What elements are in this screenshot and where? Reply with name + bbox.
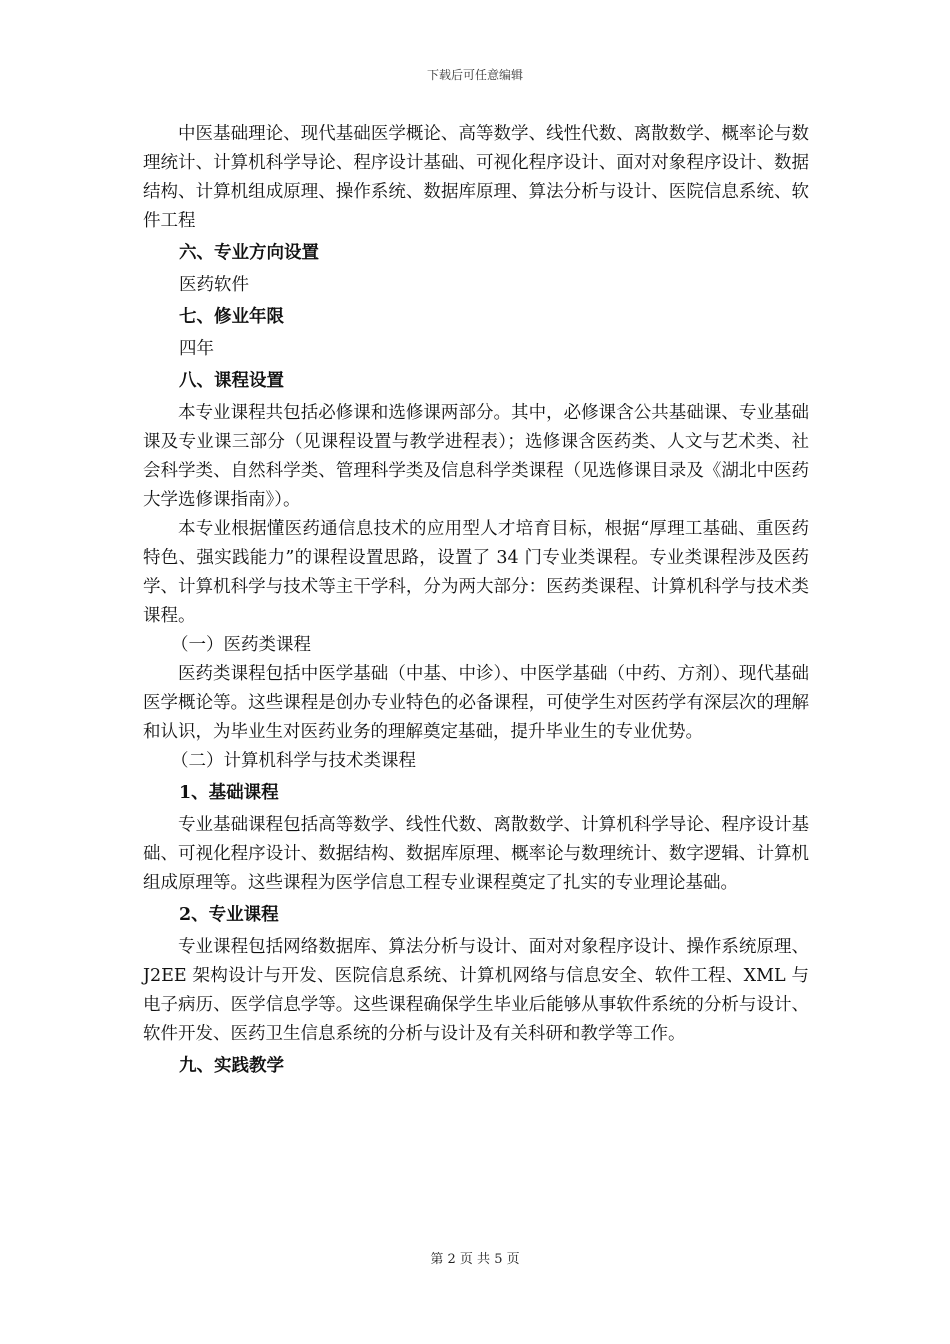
subsection-medical-paragraph: 医药类课程包括中医学基础（中基、中诊）、中医学基础（中药、方剂）、现代基础医学概论等。这些课程是创办专业特色的必备课程，可使学生对医药学有深层次的理解和认识，为毕业生对医药业务的理解奠定基础，提升毕业生的专业优势。 <box>143 664 809 742</box>
course-list-paragraph: 中医基础理论、现代基础医学概论、高等数学、线性代数、离散数学、概率论与数理统计、计算机科学导论、程序设计基础、可视化程序设计、面对对象程序设计、数据结构、计算机组成原理、操作系统、数据库原理、算法分析与设计、医院信息系统、软件工程 <box>143 124 809 231</box>
major-courses-paragraph: 专业课程包括网络数据库、算法分析与设计、面对对象程序设计、操作系统原理、J2EE 架构设计与开发、医院信息系统、计算机网络与信息安全、软件工程、XML 与电子病历、医学信息学等。这些课程确保学生毕业后能够从事软件系统的分析与设计、软件开发、医药卫生信息系统的分析与设计及有关科研和教学等工作。 <box>143 937 809 1044</box>
section-heading-8: 八、课程设置 <box>179 371 284 391</box>
section-heading-7: 七、修业年限 <box>179 307 284 327</box>
basic-courses-paragraph: 专业基础课程包括高等数学、线性代数、离散数学、计算机科学导论、程序设计基础、可视化程序设计、数据结构、数据库原理、概率论与数理统计、数字逻辑、计算机组成原理等。这些课程为医学信息工程专业课程奠定了扎实的专业理论基础。 <box>143 815 809 893</box>
page-footer: 第 2 页 共 5 页 <box>430 1252 520 1267</box>
section-8-paragraph-1: 本专业课程共包括必修课和选修课两部分。其中，必修课含公共基础课、专业基础课及专业课三部分（见课程设置与教学进程表）；选修课含医药类、人文与艺术类、社会科学类、自然科学类、管理科学类及信息科学类课程（见选修课目录及《湖北中医药大学选修课指南》）。 <box>143 403 809 510</box>
section-7-text: 四年 <box>179 339 214 359</box>
section-8-paragraph-2: 本专业根据懂医药通信息技术的应用型人才培育目标，根据“厚理工基础、重医药特色、强实践能力”的课程设置思路，设置了 34 门专业类课程。专业类课程涉及医药学、计算机科学与技术等主干学科，分为两大部分：医药类课程、计算机科学与技术类课程。 <box>143 519 809 626</box>
subsection-heading-cs: （二）计算机科学与技术类课程 <box>171 751 416 771</box>
section-6-text: 医药软件 <box>179 275 249 295</box>
section-heading-6: 六、专业方向设置 <box>179 243 319 263</box>
heading-basic-courses: 1、基础课程 <box>179 783 279 803</box>
page-header: 下载后可任意编辑 <box>426 68 523 82</box>
section-heading-9: 九、实践教学 <box>179 1056 284 1076</box>
document-body <box>143 120 809 1084</box>
subsection-heading-medical: （一）医药类课程 <box>171 635 311 655</box>
heading-major-courses: 2、专业课程 <box>179 905 279 925</box>
